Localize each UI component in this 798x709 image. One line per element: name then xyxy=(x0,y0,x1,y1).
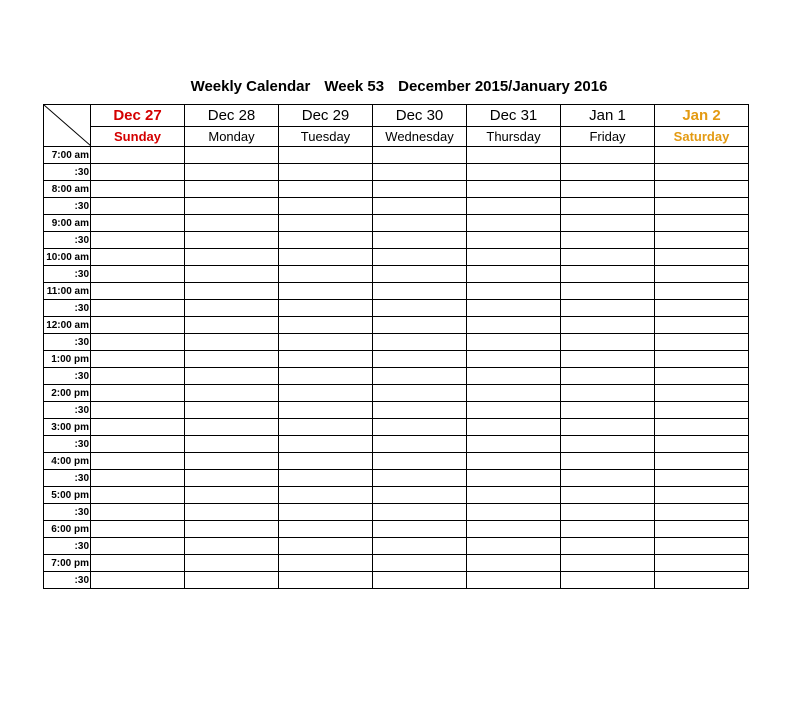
calendar-cell[interactable] xyxy=(279,317,373,334)
time-slot-row xyxy=(44,555,749,572)
time-slot-row xyxy=(44,538,749,555)
calendar-cell[interactable] xyxy=(279,181,373,198)
calendar-cell[interactable] xyxy=(655,521,749,538)
calendar-cell[interactable] xyxy=(655,215,749,232)
time-slot-row xyxy=(44,266,749,283)
date-sunday: Dec 27 xyxy=(91,105,185,127)
calendar-cell[interactable] xyxy=(467,300,561,317)
calendar-cell[interactable] xyxy=(655,419,749,436)
calendar-cell[interactable] xyxy=(561,470,655,487)
calendar-cell[interactable] xyxy=(91,300,185,317)
calendar-cell[interactable] xyxy=(91,385,185,402)
calendar-cell[interactable] xyxy=(91,232,185,249)
time-label: 9:00 am xyxy=(44,215,91,232)
calendar-cell[interactable] xyxy=(561,521,655,538)
calendar-cell[interactable] xyxy=(91,266,185,283)
time-slot-row xyxy=(44,419,749,436)
calendar-label: Weekly Calendar xyxy=(190,78,311,95)
time-label: 6:00 pm xyxy=(44,521,91,538)
calendar-cell[interactable] xyxy=(91,487,185,504)
time-slot-row xyxy=(44,572,749,589)
calendar-cell[interactable] xyxy=(467,538,561,555)
calendar-cell[interactable] xyxy=(91,215,185,232)
calendar-cell[interactable] xyxy=(185,538,279,555)
calendar-cell[interactable] xyxy=(655,538,749,555)
calendar-cell[interactable] xyxy=(655,232,749,249)
calendar-cell[interactable] xyxy=(91,334,185,351)
calendar-cell[interactable] xyxy=(655,487,749,504)
calendar-cell[interactable] xyxy=(561,215,655,232)
calendar-cell[interactable] xyxy=(185,521,279,538)
dayname-wednesday: Wednesday xyxy=(373,127,467,147)
calendar-cell[interactable] xyxy=(373,402,467,419)
calendar-cell[interactable] xyxy=(561,402,655,419)
calendar-cell[interactable] xyxy=(655,436,749,453)
calendar-cell[interactable] xyxy=(91,504,185,521)
calendar-cell[interactable] xyxy=(185,198,279,215)
calendar-cell[interactable] xyxy=(185,572,279,589)
calendar-cell[interactable] xyxy=(91,283,185,300)
time-label: :30 xyxy=(44,266,91,283)
time-slot-row xyxy=(44,436,749,453)
date-header-row xyxy=(44,105,749,127)
calendar-cell[interactable] xyxy=(655,572,749,589)
calendar-cell[interactable] xyxy=(561,368,655,385)
calendar-cell[interactable] xyxy=(185,368,279,385)
calendar-cell[interactable] xyxy=(373,283,467,300)
calendar-cell[interactable] xyxy=(655,181,749,198)
calendar-cell[interactable] xyxy=(185,266,279,283)
calendar-cell[interactable] xyxy=(373,368,467,385)
time-label: 11:00 am xyxy=(44,283,91,300)
calendar-cell[interactable] xyxy=(373,198,467,215)
calendar-cell[interactable] xyxy=(467,283,561,300)
calendar-cell[interactable] xyxy=(279,555,373,572)
time-label: :30 xyxy=(44,402,91,419)
calendar-cell[interactable] xyxy=(373,555,467,572)
period-label: December 2015/January 2016 xyxy=(398,78,608,95)
calendar-cell[interactable] xyxy=(655,470,749,487)
calendar-cell[interactable] xyxy=(373,470,467,487)
calendar-cell[interactable] xyxy=(279,470,373,487)
time-label: :30 xyxy=(44,436,91,453)
calendar-cell[interactable] xyxy=(561,249,655,266)
diagonal-line xyxy=(44,105,91,146)
time-label: 10:00 am xyxy=(44,249,91,266)
calendar-cell[interactable] xyxy=(279,436,373,453)
calendar-cell[interactable] xyxy=(655,453,749,470)
time-slot-row xyxy=(44,300,749,317)
time-label: :30 xyxy=(44,300,91,317)
time-slot-row xyxy=(44,402,749,419)
calendar-cell[interactable] xyxy=(561,334,655,351)
time-label: 5:00 pm xyxy=(44,487,91,504)
calendar-cell[interactable] xyxy=(185,351,279,368)
time-label: 7:00 am xyxy=(44,147,91,164)
calendar-cell[interactable] xyxy=(185,215,279,232)
calendar-cell[interactable] xyxy=(655,147,749,164)
calendar-cell[interactable] xyxy=(185,181,279,198)
calendar-cell[interactable] xyxy=(279,283,373,300)
calendar-cell[interactable] xyxy=(561,538,655,555)
calendar-cell[interactable] xyxy=(655,385,749,402)
calendar-cell[interactable] xyxy=(279,521,373,538)
calendar-cell[interactable] xyxy=(91,198,185,215)
dayname-friday: Friday xyxy=(561,127,655,147)
time-slot-row xyxy=(44,147,749,164)
calendar-cell[interactable] xyxy=(467,215,561,232)
calendar-cell[interactable] xyxy=(279,249,373,266)
calendar-cell[interactable] xyxy=(373,419,467,436)
calendar-cell[interactable] xyxy=(373,487,467,504)
calendar-cell[interactable] xyxy=(561,198,655,215)
time-slot-row xyxy=(44,470,749,487)
calendar-cell[interactable] xyxy=(185,385,279,402)
time-slot-row xyxy=(44,283,749,300)
calendar-cell[interactable] xyxy=(373,334,467,351)
calendar-cell[interactable] xyxy=(91,368,185,385)
calendar-cell[interactable] xyxy=(561,487,655,504)
calendar-cell[interactable] xyxy=(561,385,655,402)
time-slot-row xyxy=(44,181,749,198)
calendar-cell[interactable] xyxy=(561,436,655,453)
calendar-cell[interactable] xyxy=(279,300,373,317)
calendar-cell[interactable] xyxy=(561,453,655,470)
calendar-cell[interactable] xyxy=(279,402,373,419)
calendar-cell[interactable] xyxy=(279,504,373,521)
calendar-cell[interactable] xyxy=(467,164,561,181)
calendar-cell[interactable] xyxy=(467,487,561,504)
time-label: 2:00 pm xyxy=(44,385,91,402)
calendar-cell[interactable] xyxy=(279,232,373,249)
time-label: :30 xyxy=(44,538,91,555)
time-label: 3:00 pm xyxy=(44,419,91,436)
calendar-cell[interactable] xyxy=(373,249,467,266)
calendar-cell[interactable] xyxy=(91,419,185,436)
time-slot-row xyxy=(44,232,749,249)
calendar-cell[interactable] xyxy=(185,487,279,504)
week-label: Week 53 xyxy=(324,78,385,95)
calendar-cell[interactable] xyxy=(91,453,185,470)
calendar-cell[interactable] xyxy=(185,249,279,266)
calendar-cell[interactable] xyxy=(655,266,749,283)
calendar-cell[interactable] xyxy=(185,419,279,436)
time-label: :30 xyxy=(44,470,91,487)
calendar-cell[interactable] xyxy=(373,521,467,538)
calendar-cell[interactable] xyxy=(467,504,561,521)
calendar-cell[interactable] xyxy=(467,453,561,470)
corner-cell xyxy=(44,105,91,147)
time-slot-row xyxy=(44,521,749,538)
calendar-cell[interactable] xyxy=(561,283,655,300)
calendar-cell[interactable] xyxy=(185,453,279,470)
calendar-cell[interactable] xyxy=(91,147,185,164)
calendar-cell[interactable] xyxy=(91,249,185,266)
calendar-cell[interactable] xyxy=(655,164,749,181)
date-wednesday: Dec 30 xyxy=(373,105,467,127)
time-label: :30 xyxy=(44,232,91,249)
calendar-cell[interactable] xyxy=(373,181,467,198)
calendar-cell[interactable] xyxy=(467,385,561,402)
calendar-cell[interactable] xyxy=(185,470,279,487)
time-label: 7:00 pm xyxy=(44,555,91,572)
time-slot-row xyxy=(44,504,749,521)
time-slot-row xyxy=(44,453,749,470)
time-slot-row xyxy=(44,487,749,504)
calendar-cell[interactable] xyxy=(91,572,185,589)
time-slot-row xyxy=(44,164,749,181)
calendar-cell[interactable] xyxy=(279,164,373,181)
calendar-cell[interactable] xyxy=(373,436,467,453)
calendar-cell[interactable] xyxy=(373,147,467,164)
calendar-cell[interactable] xyxy=(561,164,655,181)
calendar-cell[interactable] xyxy=(467,351,561,368)
weekly-calendar-grid xyxy=(43,104,749,589)
calendar-cell[interactable] xyxy=(279,198,373,215)
dayname-thursday: Thursday xyxy=(467,127,561,147)
calendar-cell[interactable] xyxy=(279,453,373,470)
calendar-cell[interactable] xyxy=(91,538,185,555)
date-saturday: Jan 2 xyxy=(655,105,749,127)
calendar-cell[interactable] xyxy=(467,317,561,334)
calendar-cell[interactable] xyxy=(561,266,655,283)
calendar-cell[interactable] xyxy=(373,317,467,334)
calendar-cell[interactable] xyxy=(561,555,655,572)
calendar-cell[interactable] xyxy=(91,436,185,453)
calendar-cell[interactable] xyxy=(373,215,467,232)
calendar-cell[interactable] xyxy=(91,181,185,198)
calendar-cell[interactable] xyxy=(561,181,655,198)
calendar-cell[interactable] xyxy=(467,147,561,164)
calendar-cell[interactable] xyxy=(467,521,561,538)
calendar-cell[interactable] xyxy=(467,198,561,215)
calendar-cell[interactable] xyxy=(655,504,749,521)
time-slot-row xyxy=(44,215,749,232)
time-label: 1:00 pm xyxy=(44,351,91,368)
calendar-cell[interactable] xyxy=(655,283,749,300)
calendar-cell[interactable] xyxy=(185,317,279,334)
calendar-cell[interactable] xyxy=(185,334,279,351)
calendar-cell[interactable] xyxy=(91,521,185,538)
time-slot-row xyxy=(44,351,749,368)
calendar-cell[interactable] xyxy=(655,334,749,351)
time-label: :30 xyxy=(44,572,91,589)
calendar-cell[interactable] xyxy=(655,249,749,266)
calendar-cell[interactable] xyxy=(279,487,373,504)
time-slot-row xyxy=(44,334,749,351)
date-thursday: Dec 31 xyxy=(467,105,561,127)
dayname-monday: Monday xyxy=(185,127,279,147)
dayname-sunday: Sunday xyxy=(91,127,185,147)
calendar-cell[interactable] xyxy=(373,572,467,589)
calendar-cell[interactable] xyxy=(561,300,655,317)
calendar-cell[interactable] xyxy=(279,147,373,164)
calendar-cell[interactable] xyxy=(185,504,279,521)
date-tuesday: Dec 29 xyxy=(279,105,373,127)
time-label: :30 xyxy=(44,334,91,351)
calendar-cell[interactable] xyxy=(91,555,185,572)
time-slot-row xyxy=(44,368,749,385)
calendar-cell[interactable] xyxy=(467,419,561,436)
calendar-cell[interactable] xyxy=(185,147,279,164)
calendar-cell[interactable] xyxy=(279,419,373,436)
calendar-cell[interactable] xyxy=(467,232,561,249)
calendar-cell[interactable] xyxy=(467,266,561,283)
calendar-cell[interactable] xyxy=(279,538,373,555)
calendar-cell[interactable] xyxy=(467,181,561,198)
calendar-cell[interactable] xyxy=(279,334,373,351)
calendar-cell[interactable] xyxy=(467,334,561,351)
calendar-cell[interactable] xyxy=(655,317,749,334)
calendar-cell[interactable] xyxy=(185,164,279,181)
calendar-cell[interactable] xyxy=(561,504,655,521)
calendar-cell[interactable] xyxy=(655,368,749,385)
calendar-cell[interactable] xyxy=(655,351,749,368)
calendar-cell[interactable] xyxy=(467,572,561,589)
date-monday: Dec 28 xyxy=(185,105,279,127)
calendar-cell[interactable] xyxy=(279,351,373,368)
calendar-cell[interactable] xyxy=(655,555,749,572)
calendar-cell[interactable] xyxy=(561,419,655,436)
calendar-cell[interactable] xyxy=(467,470,561,487)
calendar-cell[interactable] xyxy=(185,300,279,317)
calendar-cell[interactable] xyxy=(185,402,279,419)
calendar-cell[interactable] xyxy=(91,470,185,487)
calendar-cell[interactable] xyxy=(373,300,467,317)
calendar-cell[interactable] xyxy=(185,283,279,300)
time-label: :30 xyxy=(44,368,91,385)
calendar-title xyxy=(0,78,798,95)
calendar-cell[interactable] xyxy=(279,385,373,402)
calendar-cell[interactable] xyxy=(91,351,185,368)
time-slot-row xyxy=(44,249,749,266)
time-slot-row xyxy=(44,198,749,215)
calendar-cell[interactable] xyxy=(91,317,185,334)
calendar-cell[interactable] xyxy=(373,504,467,521)
time-label: 4:00 pm xyxy=(44,453,91,470)
calendar-cell[interactable] xyxy=(185,436,279,453)
calendar-cell[interactable] xyxy=(373,164,467,181)
calendar-cell[interactable] xyxy=(279,368,373,385)
calendar-cell[interactable] xyxy=(279,572,373,589)
time-label: 12:00 am xyxy=(44,317,91,334)
calendar-cell[interactable] xyxy=(655,198,749,215)
calendar-cell[interactable] xyxy=(373,266,467,283)
dayname-tuesday: Tuesday xyxy=(279,127,373,147)
date-friday: Jan 1 xyxy=(561,105,655,127)
time-label: 8:00 am xyxy=(44,181,91,198)
calendar-cell[interactable] xyxy=(561,147,655,164)
calendar-cell[interactable] xyxy=(655,300,749,317)
calendar-cell[interactable] xyxy=(185,555,279,572)
calendar-cell[interactable] xyxy=(91,164,185,181)
calendar-cell[interactable] xyxy=(373,538,467,555)
calendar-cell[interactable] xyxy=(467,436,561,453)
calendar-cell[interactable] xyxy=(373,232,467,249)
calendar-cell[interactable] xyxy=(561,317,655,334)
time-label: :30 xyxy=(44,164,91,181)
dayname-header-row xyxy=(44,127,749,147)
calendar-cell[interactable] xyxy=(373,385,467,402)
calendar-cell[interactable] xyxy=(373,351,467,368)
calendar-cell[interactable] xyxy=(467,368,561,385)
dayname-saturday: Saturday xyxy=(655,127,749,147)
calendar-cell[interactable] xyxy=(91,402,185,419)
time-slot-row xyxy=(44,317,749,334)
calendar-cell[interactable] xyxy=(279,215,373,232)
calendar-cell[interactable] xyxy=(561,572,655,589)
calendar-cell[interactable] xyxy=(373,453,467,470)
calendar-cell[interactable] xyxy=(467,402,561,419)
time-slot-row xyxy=(44,385,749,402)
time-label: :30 xyxy=(44,198,91,215)
calendar-cell[interactable] xyxy=(467,249,561,266)
time-label: :30 xyxy=(44,504,91,521)
calendar-cell[interactable] xyxy=(185,232,279,249)
calendar-cell[interactable] xyxy=(561,232,655,249)
calendar-cell[interactable] xyxy=(655,402,749,419)
calendar-cell[interactable] xyxy=(279,266,373,283)
calendar-cell[interactable] xyxy=(561,351,655,368)
calendar-cell[interactable] xyxy=(467,555,561,572)
